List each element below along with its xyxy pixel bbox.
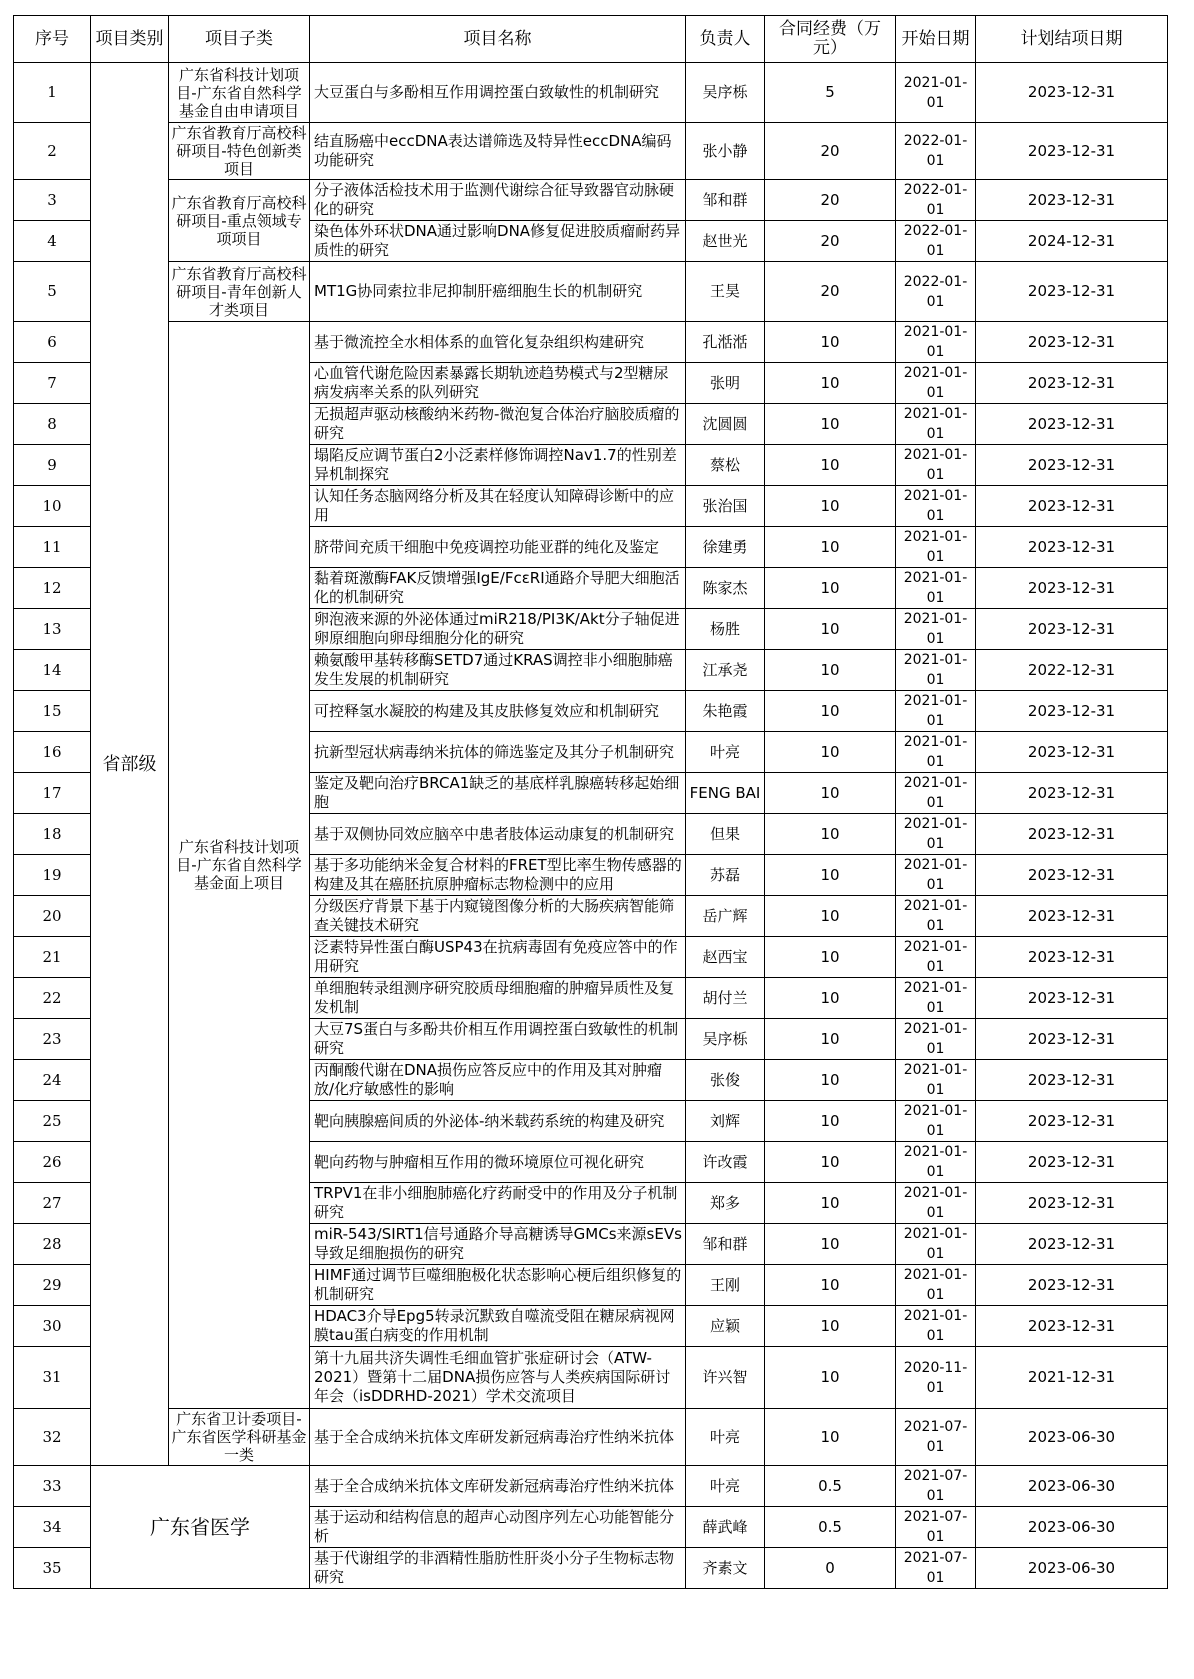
project-name: 泛素特异性蛋白酶USP43在抗病毒固有免疫应答中的作用研究 bbox=[310, 937, 686, 978]
funding-cell: 10 bbox=[765, 691, 896, 732]
row-number: 33 bbox=[14, 1466, 91, 1507]
start-date-cell: 2022-01-01 bbox=[896, 180, 976, 221]
subcategory-cell: 广东省教育厅高校科研项目-重点领域专项项目 bbox=[169, 180, 310, 262]
project-name: 心血管代谢危险因素暴露长期轨迹趋势模式与2型糖尿病发病率关系的队列研究 bbox=[310, 363, 686, 404]
start-date-cell: 2021-01-01 bbox=[896, 1224, 976, 1265]
end-date-cell: 2023-12-31 bbox=[976, 262, 1168, 322]
start-date-cell: 2021-01-01 bbox=[896, 63, 976, 123]
leader-cell: 郑多 bbox=[686, 1183, 765, 1224]
project-name: 丙酮酸代谢在DNA损伤应答反应中的作用及其对肿瘤放/化疗敏感性的影响 bbox=[310, 1060, 686, 1101]
project-name: 卵泡液来源的外泌体通过miR218/PI3K/Akt分子轴促进卵原细胞向卵母细胞分化的研究 bbox=[310, 609, 686, 650]
row-number: 17 bbox=[14, 773, 91, 814]
end-date-cell: 2023-12-31 bbox=[976, 978, 1168, 1019]
project-name: miR-543/SIRT1信号通路介导高糖诱导GMCs来源sEVs导致足细胞损伤的研究 bbox=[310, 1224, 686, 1265]
end-date-cell: 2023-12-31 bbox=[976, 855, 1168, 896]
end-date-cell: 2023-12-31 bbox=[976, 180, 1168, 221]
row-number: 7 bbox=[14, 363, 91, 404]
funding-cell: 10 bbox=[765, 1409, 896, 1466]
start-date-cell: 2021-01-01 bbox=[896, 732, 976, 773]
start-date-cell: 2022-01-01 bbox=[896, 221, 976, 262]
leader-cell: 许改霞 bbox=[686, 1142, 765, 1183]
project-name: 脐带间充质干细胞中免疫调控功能亚群的纯化及鉴定 bbox=[310, 527, 686, 568]
leader-cell: 邹和群 bbox=[686, 1224, 765, 1265]
leader-cell: 杨胜 bbox=[686, 609, 765, 650]
funding-cell: 10 bbox=[765, 1265, 896, 1306]
header-no: 序号 bbox=[14, 16, 91, 63]
funding-cell: 10 bbox=[765, 1183, 896, 1224]
project-name: 基于双侧协同效应脑卒中患者肢体运动康复的机制研究 bbox=[310, 814, 686, 855]
row-number: 18 bbox=[14, 814, 91, 855]
start-date-cell: 2021-01-01 bbox=[896, 896, 976, 937]
end-date-cell: 2023-12-31 bbox=[976, 1306, 1168, 1347]
project-name: 认知任务态脑网络分析及其在轻度认知障碍诊断中的应用 bbox=[310, 486, 686, 527]
table-row bbox=[14, 1409, 1168, 1466]
leader-cell: 王昊 bbox=[686, 262, 765, 322]
header-start: 开始日期 bbox=[896, 16, 976, 63]
funding-cell: 10 bbox=[765, 322, 896, 363]
row-number: 16 bbox=[14, 732, 91, 773]
end-date-cell: 2023-06-30 bbox=[976, 1548, 1168, 1589]
project-name: HDAC3介导Epg5转录沉默致自噬流受阻在糖尿病视网膜tau蛋白病变的作用机制 bbox=[310, 1306, 686, 1347]
header-name: 项目名称 bbox=[310, 16, 686, 63]
row-number: 24 bbox=[14, 1060, 91, 1101]
end-date-cell: 2023-12-31 bbox=[976, 527, 1168, 568]
leader-cell: 苏磊 bbox=[686, 855, 765, 896]
end-date-cell: 2023-12-31 bbox=[976, 609, 1168, 650]
end-date-cell: 2023-12-31 bbox=[976, 63, 1168, 123]
project-name: 基于微流控全水相体系的血管化复杂组织构建研究 bbox=[310, 322, 686, 363]
project-name: 黏着斑激酶FAK反馈增强IgE/FcεRI通路介导肥大细胞活化的机制研究 bbox=[310, 568, 686, 609]
funding-cell: 10 bbox=[765, 568, 896, 609]
end-date-cell: 2023-12-31 bbox=[976, 1183, 1168, 1224]
funding-cell: 10 bbox=[765, 363, 896, 404]
project-name: 可控释氢水凝胶的构建及其皮肤修复效应和机制研究 bbox=[310, 691, 686, 732]
row-number: 30 bbox=[14, 1306, 91, 1347]
end-date-cell: 2024-12-31 bbox=[976, 221, 1168, 262]
row-number: 6 bbox=[14, 322, 91, 363]
project-name: 赖氨酸甲基转移酶SETD7通过KRAS调控非小细胞肺癌发生发展的机制研究 bbox=[310, 650, 686, 691]
table-row bbox=[14, 322, 1168, 363]
row-number: 10 bbox=[14, 486, 91, 527]
leader-cell: 朱艳霞 bbox=[686, 691, 765, 732]
funding-cell: 0.5 bbox=[765, 1466, 896, 1507]
leader-cell: 江承尧 bbox=[686, 650, 765, 691]
funding-cell: 20 bbox=[765, 180, 896, 221]
end-date-cell: 2023-12-31 bbox=[976, 1224, 1168, 1265]
start-date-cell: 2021-01-01 bbox=[896, 527, 976, 568]
project-name: 无损超声驱动核酸纳米药物-微泡复合体治疗脑胶质瘤的研究 bbox=[310, 404, 686, 445]
row-number: 12 bbox=[14, 568, 91, 609]
project-name: 基于全合成纳米抗体文库研发新冠病毒治疗性纳米抗体 bbox=[310, 1466, 686, 1507]
end-date-cell: 2023-12-31 bbox=[976, 1019, 1168, 1060]
start-date-cell: 2021-07-01 bbox=[896, 1548, 976, 1589]
funding-cell: 10 bbox=[765, 896, 896, 937]
project-name: 结直肠癌中eccDNA表达谱筛选及特异性eccDNA编码功能研究 bbox=[310, 123, 686, 180]
leader-cell: 叶亮 bbox=[686, 1466, 765, 1507]
project-name: 基于全合成纳米抗体文库研发新冠病毒治疗性纳米抗体 bbox=[310, 1409, 686, 1466]
row-number: 28 bbox=[14, 1224, 91, 1265]
funding-cell: 10 bbox=[765, 814, 896, 855]
end-date-cell: 2023-12-31 bbox=[976, 363, 1168, 404]
project-name: 靶向药物与肿瘤相互作用的微环境原位可视化研究 bbox=[310, 1142, 686, 1183]
row-number: 2 bbox=[14, 123, 91, 180]
start-date-cell: 2021-01-01 bbox=[896, 1183, 976, 1224]
project-name: 第十九届共济失调性毛细血管扩张症研讨会（ATW-2021）暨第十二届DNA损伤应答与人类疾病国际研讨年会（isDDRHD-2021）学术交流项目 bbox=[310, 1347, 686, 1409]
funding-cell: 0.5 bbox=[765, 1507, 896, 1548]
start-date-cell: 2021-01-01 bbox=[896, 1060, 976, 1101]
row-number: 11 bbox=[14, 527, 91, 568]
project-name: 染色体外环状DNA通过影响DNA修复促进胶质瘤耐药异质性的研究 bbox=[310, 221, 686, 262]
end-date-cell: 2023-12-31 bbox=[976, 732, 1168, 773]
leader-cell: 张明 bbox=[686, 363, 765, 404]
leader-cell: 张小静 bbox=[686, 123, 765, 180]
subcategory-cell: 广东省科技计划项目-广东省自然科学基金自由申请项目 bbox=[169, 63, 310, 123]
table-row bbox=[14, 1466, 1168, 1507]
project-name: HIMF通过调节巨噬细胞极化状态影响心梗后组织修复的机制研究 bbox=[310, 1265, 686, 1306]
row-number: 34 bbox=[14, 1507, 91, 1548]
header-subcategory: 项目子类 bbox=[169, 16, 310, 63]
subcategory-cell: 广东省科技计划项目-广东省自然科学基金面上项目 bbox=[169, 322, 310, 1409]
funding-cell: 20 bbox=[765, 221, 896, 262]
start-date-cell: 2022-01-01 bbox=[896, 123, 976, 180]
funding-cell: 10 bbox=[765, 937, 896, 978]
row-number: 1 bbox=[14, 63, 91, 123]
funding-cell: 10 bbox=[765, 1306, 896, 1347]
funding-cell: 10 bbox=[765, 732, 896, 773]
project-name: 分子液体活检技术用于监测代谢综合征导致器官动脉硬化的研究 bbox=[310, 180, 686, 221]
project-name: 基于运动和结构信息的超声心动图序列左心功能智能分析 bbox=[310, 1507, 686, 1548]
project-name: 鉴定及靶向治疗BRCA1缺乏的基底样乳腺癌转移起始细胞 bbox=[310, 773, 686, 814]
start-date-cell: 2021-01-01 bbox=[896, 1142, 976, 1183]
category-cell: 省部级 bbox=[91, 63, 169, 1466]
project-name: MT1G协同索拉非尼抑制肝癌细胞生长的机制研究 bbox=[310, 262, 686, 322]
table-row bbox=[14, 123, 1168, 180]
leader-cell: 许兴智 bbox=[686, 1347, 765, 1409]
funding-cell: 10 bbox=[765, 1060, 896, 1101]
leader-cell: 孔湉湉 bbox=[686, 322, 765, 363]
row-number: 9 bbox=[14, 445, 91, 486]
start-date-cell: 2021-07-01 bbox=[896, 1466, 976, 1507]
funding-cell: 10 bbox=[765, 1224, 896, 1265]
funding-cell: 10 bbox=[765, 978, 896, 1019]
funding-cell: 10 bbox=[765, 773, 896, 814]
start-date-cell: 2021-01-01 bbox=[896, 568, 976, 609]
project-name: 基于多功能纳米金复合材料的FRET型比率生物传感器的构建及其在癌胚抗原肿瘤标志物检测中的应用 bbox=[310, 855, 686, 896]
end-date-cell: 2023-06-30 bbox=[976, 1409, 1168, 1466]
row-number: 35 bbox=[14, 1548, 91, 1589]
funding-cell: 10 bbox=[765, 404, 896, 445]
row-number: 15 bbox=[14, 691, 91, 732]
end-date-cell: 2023-12-31 bbox=[976, 773, 1168, 814]
funding-cell: 0 bbox=[765, 1548, 896, 1589]
start-date-cell: 2021-01-01 bbox=[896, 773, 976, 814]
leader-cell: 徐建勇 bbox=[686, 527, 765, 568]
project-table bbox=[13, 15, 1168, 1589]
project-name: 大豆7S蛋白与多酚共价相互作用调控蛋白致敏性的机制研究 bbox=[310, 1019, 686, 1060]
row-number: 23 bbox=[14, 1019, 91, 1060]
funding-cell: 10 bbox=[765, 486, 896, 527]
project-name: 抗新型冠状病毒纳米抗体的筛选鉴定及其分子机制研究 bbox=[310, 732, 686, 773]
funding-cell: 20 bbox=[765, 123, 896, 180]
end-date-cell: 2023-12-31 bbox=[976, 1265, 1168, 1306]
row-number: 25 bbox=[14, 1101, 91, 1142]
leader-cell: 薛武峰 bbox=[686, 1507, 765, 1548]
end-date-cell: 2023-12-31 bbox=[976, 937, 1168, 978]
header-leader: 负责人 bbox=[686, 16, 765, 63]
leader-cell: 赵世光 bbox=[686, 221, 765, 262]
funding-cell: 10 bbox=[765, 1101, 896, 1142]
leader-cell: 吴序栎 bbox=[686, 63, 765, 123]
subcategory-cell: 广东省卫计委项目-广东省医学科研基金一类 bbox=[169, 1409, 310, 1466]
row-number: 27 bbox=[14, 1183, 91, 1224]
start-date-cell: 2021-01-01 bbox=[896, 978, 976, 1019]
row-number: 21 bbox=[14, 937, 91, 978]
end-date-cell: 2023-12-31 bbox=[976, 896, 1168, 937]
funding-cell: 10 bbox=[765, 527, 896, 568]
start-date-cell: 2021-01-01 bbox=[896, 322, 976, 363]
leader-cell: 蔡松 bbox=[686, 445, 765, 486]
subcategory-cell: 广东省教育厅高校科研项目-特色创新类项目 bbox=[169, 123, 310, 180]
end-date-cell: 2023-12-31 bbox=[976, 1060, 1168, 1101]
leader-cell: 王刚 bbox=[686, 1265, 765, 1306]
end-date-cell: 2023-12-31 bbox=[976, 486, 1168, 527]
subcategory-cell: 广东省教育厅高校科研项目-青年创新人才类项目 bbox=[169, 262, 310, 322]
leader-cell: FENG BAI bbox=[686, 773, 765, 814]
leader-cell: 赵西宝 bbox=[686, 937, 765, 978]
row-number: 32 bbox=[14, 1409, 91, 1466]
start-date-cell: 2021-01-01 bbox=[896, 691, 976, 732]
funding-cell: 5 bbox=[765, 63, 896, 123]
header-row bbox=[14, 16, 1168, 63]
project-name: 基于代谢组学的非酒精性脂肪性肝炎小分子生物标志物研究 bbox=[310, 1548, 686, 1589]
project-name: 大豆蛋白与多酚相互作用调控蛋白致敏性的机制研究 bbox=[310, 63, 686, 123]
leader-cell: 张俊 bbox=[686, 1060, 765, 1101]
funding-cell: 10 bbox=[765, 650, 896, 691]
category-cell: 广东省医学 bbox=[91, 1466, 310, 1589]
project-name: 塌陷反应调节蛋白2小泛素样修饰调控Nav1.7的性别差异机制探究 bbox=[310, 445, 686, 486]
end-date-cell: 2023-12-31 bbox=[976, 123, 1168, 180]
row-number: 29 bbox=[14, 1265, 91, 1306]
end-date-cell: 2023-12-31 bbox=[976, 1101, 1168, 1142]
funding-cell: 10 bbox=[765, 1347, 896, 1409]
leader-cell: 沈圆圆 bbox=[686, 404, 765, 445]
row-number: 22 bbox=[14, 978, 91, 1019]
leader-cell: 胡付兰 bbox=[686, 978, 765, 1019]
header-end: 计划结项日期 bbox=[976, 16, 1168, 63]
start-date-cell: 2021-01-01 bbox=[896, 404, 976, 445]
row-number: 3 bbox=[14, 180, 91, 221]
leader-cell: 张治国 bbox=[686, 486, 765, 527]
end-date-cell: 2021-12-31 bbox=[976, 1347, 1168, 1409]
funding-cell: 10 bbox=[765, 1142, 896, 1183]
start-date-cell: 2021-01-01 bbox=[896, 937, 976, 978]
leader-cell: 应颖 bbox=[686, 1306, 765, 1347]
start-date-cell: 2021-01-01 bbox=[896, 855, 976, 896]
row-number: 13 bbox=[14, 609, 91, 650]
leader-cell: 齐素文 bbox=[686, 1548, 765, 1589]
end-date-cell: 2023-12-31 bbox=[976, 1142, 1168, 1183]
start-date-cell: 2021-01-01 bbox=[896, 1306, 976, 1347]
end-date-cell: 2023-12-31 bbox=[976, 691, 1168, 732]
start-date-cell: 2020-11-01 bbox=[896, 1347, 976, 1409]
start-date-cell: 2021-01-01 bbox=[896, 445, 976, 486]
project-name: 靶向胰腺癌间质的外泌体-纳米载药系统的构建及研究 bbox=[310, 1101, 686, 1142]
funding-cell: 10 bbox=[765, 445, 896, 486]
start-date-cell: 2021-01-01 bbox=[896, 1019, 976, 1060]
leader-cell: 岳广辉 bbox=[686, 896, 765, 937]
end-date-cell: 2023-06-30 bbox=[976, 1507, 1168, 1548]
leader-cell: 陈家杰 bbox=[686, 568, 765, 609]
start-date-cell: 2022-01-01 bbox=[896, 262, 976, 322]
funding-cell: 20 bbox=[765, 262, 896, 322]
project-name: TRPV1在非小细胞肺癌化疗药耐受中的作用及分子机制研究 bbox=[310, 1183, 686, 1224]
funding-cell: 10 bbox=[765, 1019, 896, 1060]
header-funding: 合同经费（万元） bbox=[765, 16, 896, 63]
leader-cell: 吴序栎 bbox=[686, 1019, 765, 1060]
leader-cell: 邹和群 bbox=[686, 180, 765, 221]
end-date-cell: 2023-12-31 bbox=[976, 404, 1168, 445]
row-number: 19 bbox=[14, 855, 91, 896]
start-date-cell: 2021-01-01 bbox=[896, 1265, 976, 1306]
leader-cell: 叶亮 bbox=[686, 1409, 765, 1466]
start-date-cell: 2021-01-01 bbox=[896, 650, 976, 691]
row-number: 4 bbox=[14, 221, 91, 262]
start-date-cell: 2021-01-01 bbox=[896, 486, 976, 527]
start-date-cell: 2021-01-01 bbox=[896, 814, 976, 855]
table-row bbox=[14, 262, 1168, 322]
start-date-cell: 2021-01-01 bbox=[896, 1101, 976, 1142]
start-date-cell: 2021-01-01 bbox=[896, 363, 976, 404]
table-row bbox=[14, 180, 1168, 221]
row-number: 5 bbox=[14, 262, 91, 322]
end-date-cell: 2022-12-31 bbox=[976, 650, 1168, 691]
end-date-cell: 2023-06-30 bbox=[976, 1466, 1168, 1507]
start-date-cell: 2021-07-01 bbox=[896, 1409, 976, 1466]
project-name: 单细胞转录组测序研究胶质母细胞瘤的肿瘤异质性及复发机制 bbox=[310, 978, 686, 1019]
end-date-cell: 2023-12-31 bbox=[976, 322, 1168, 363]
row-number: 20 bbox=[14, 896, 91, 937]
end-date-cell: 2023-12-31 bbox=[976, 445, 1168, 486]
header-category: 项目类别 bbox=[91, 16, 169, 63]
funding-cell: 10 bbox=[765, 609, 896, 650]
row-number: 26 bbox=[14, 1142, 91, 1183]
table-row bbox=[14, 63, 1168, 123]
leader-cell: 刘辉 bbox=[686, 1101, 765, 1142]
funding-cell: 10 bbox=[765, 855, 896, 896]
row-number: 8 bbox=[14, 404, 91, 445]
row-number: 31 bbox=[14, 1347, 91, 1409]
project-name: 分级医疗背景下基于内窥镜图像分析的大肠疾病智能筛查关键技术研究 bbox=[310, 896, 686, 937]
start-date-cell: 2021-01-01 bbox=[896, 609, 976, 650]
leader-cell: 但果 bbox=[686, 814, 765, 855]
row-number: 14 bbox=[14, 650, 91, 691]
end-date-cell: 2023-12-31 bbox=[976, 568, 1168, 609]
leader-cell: 叶亮 bbox=[686, 732, 765, 773]
end-date-cell: 2023-12-31 bbox=[976, 814, 1168, 855]
start-date-cell: 2021-07-01 bbox=[896, 1507, 976, 1548]
